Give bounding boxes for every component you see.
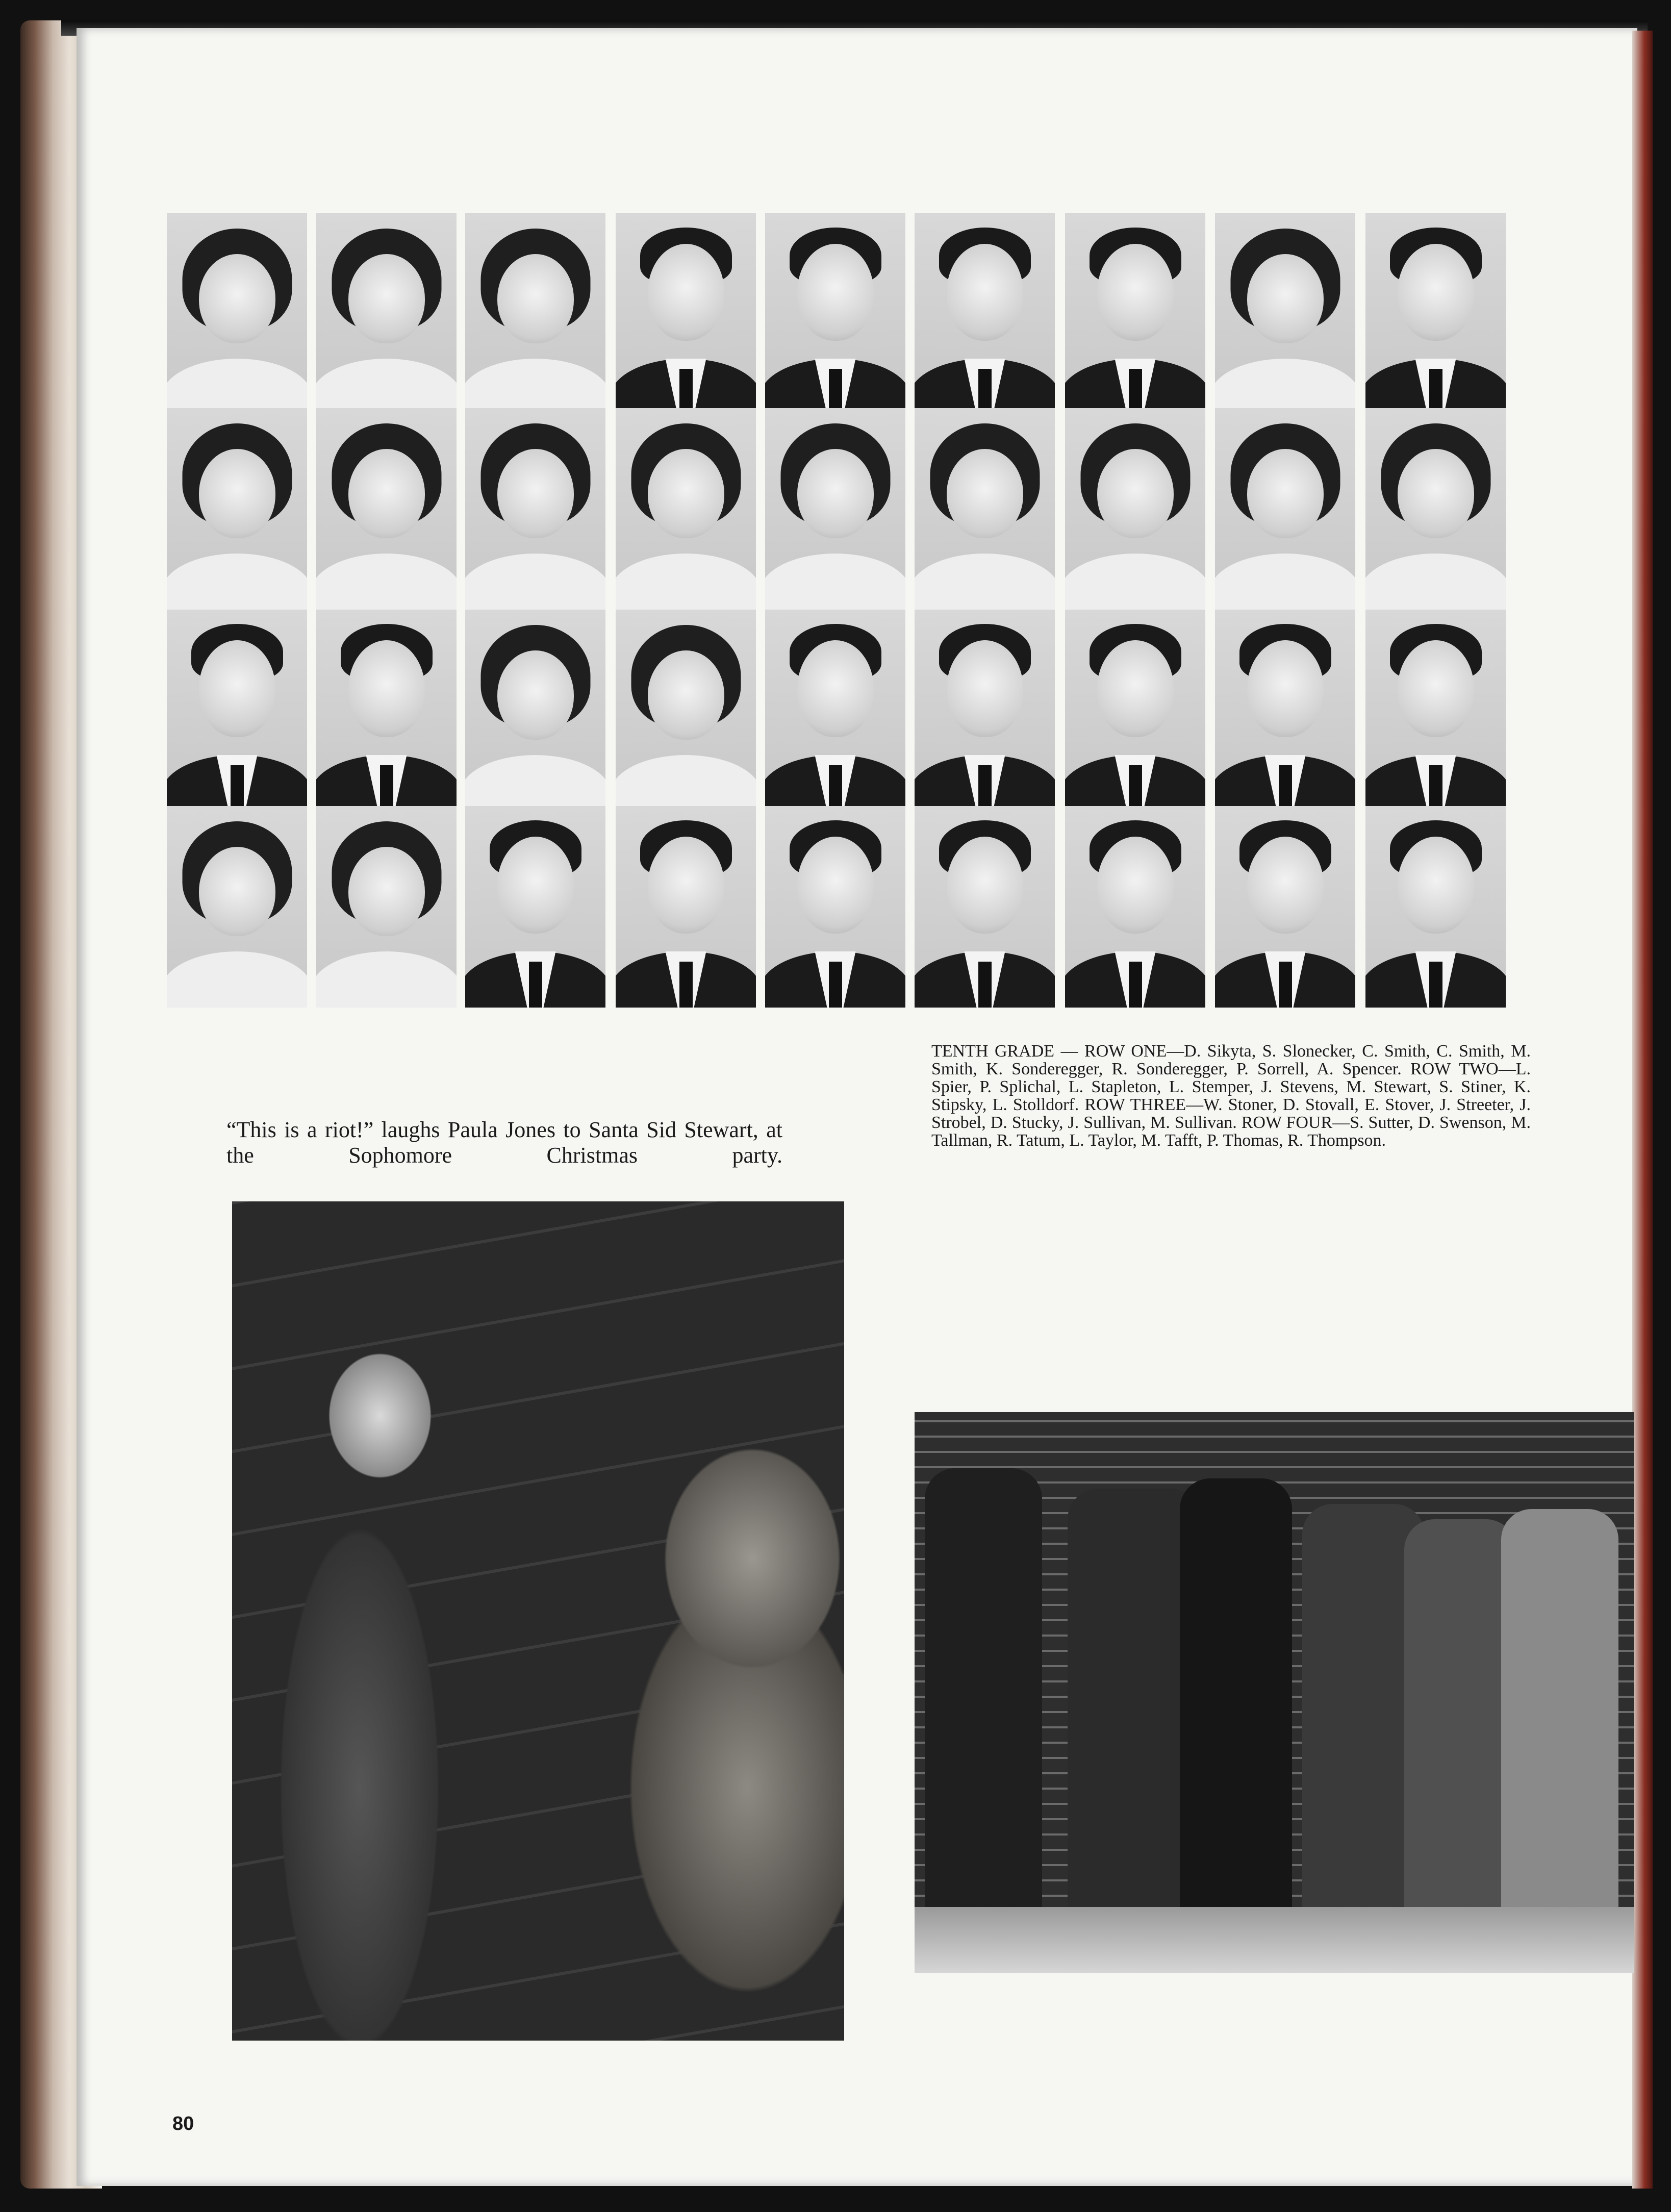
student-portrait — [465, 408, 605, 610]
student-portrait — [316, 806, 457, 1008]
student-portrait — [915, 610, 1055, 811]
student-portrait — [765, 408, 905, 610]
student-portrait — [1215, 806, 1355, 1008]
student-figure — [1404, 1519, 1516, 1927]
student-portrait — [1365, 213, 1506, 415]
student-portrait — [167, 408, 307, 610]
student-portrait — [1065, 408, 1205, 610]
student-portrait — [167, 213, 307, 415]
student-portrait — [1365, 408, 1506, 610]
christmas-party-photo — [232, 1201, 844, 2041]
student-portrait — [1365, 806, 1506, 1008]
hallway-students-photo — [915, 1412, 1634, 1973]
student-portrait — [1065, 806, 1205, 1008]
student-portrait — [1065, 213, 1205, 415]
student-portrait — [1215, 213, 1355, 415]
student-portrait — [167, 610, 307, 811]
student-portrait — [616, 806, 756, 1008]
student-figure — [1180, 1478, 1292, 1927]
student-portrait — [465, 213, 605, 415]
student-figure — [1501, 1509, 1618, 1927]
tenth-grade-names-caption: TENTH GRADE — ROW ONE—D. Sikyta, S. Slonecker, C. Smith, C. Smith, M. Smith, K. Sonderegger, R. Sonderegger, P. Sorrell, A. Spencer. ROW TWO—L. Spier, P. Splichal, L. Stapleton, L. Stemper, J. Stevens, M. Stewart, S. Stiner, K. Stipsky, L. Stolldorf. ROW THREE—W. Stoner, D. Stovall, E. Stover, J. Streeter, J. Strobel, D. Stucky, J. Sullivan, M. Sullivan. ROW FOUR—S. Sutter, D. Swenson, M. Tallman, R. Tatum, L. Taylor, M. Tafft, P. Thomas, R. Thompson. — [931, 1042, 1531, 1150]
student-portrait — [915, 408, 1055, 610]
student-portrait — [167, 806, 307, 1008]
student-figure — [925, 1468, 1042, 1927]
hallway-floor — [915, 1907, 1634, 1973]
student-portrait — [1365, 610, 1506, 811]
student-portrait — [915, 213, 1055, 415]
student-portrait — [465, 610, 605, 811]
student-portrait — [616, 610, 756, 811]
party-photo-caption: “This is a riot!” laughs Paula Jones to Santa Sid Stewart, at the Sophomore Christmas party. — [226, 1117, 782, 1168]
student-portrait — [316, 213, 457, 415]
student-portrait — [915, 806, 1055, 1008]
student-portrait — [616, 213, 756, 415]
student-portrait — [1215, 610, 1355, 811]
student-portrait — [316, 610, 457, 811]
student-portrait — [465, 806, 605, 1008]
page-right-edge — [1632, 31, 1653, 2189]
page-number: 80 — [172, 2113, 194, 2134]
student-portrait — [765, 610, 905, 811]
student-portrait — [1215, 408, 1355, 610]
student-portrait — [616, 408, 756, 610]
student-portrait — [765, 806, 905, 1008]
student-portrait — [1065, 610, 1205, 811]
student-portrait — [316, 408, 457, 610]
student-portrait — [765, 213, 905, 415]
